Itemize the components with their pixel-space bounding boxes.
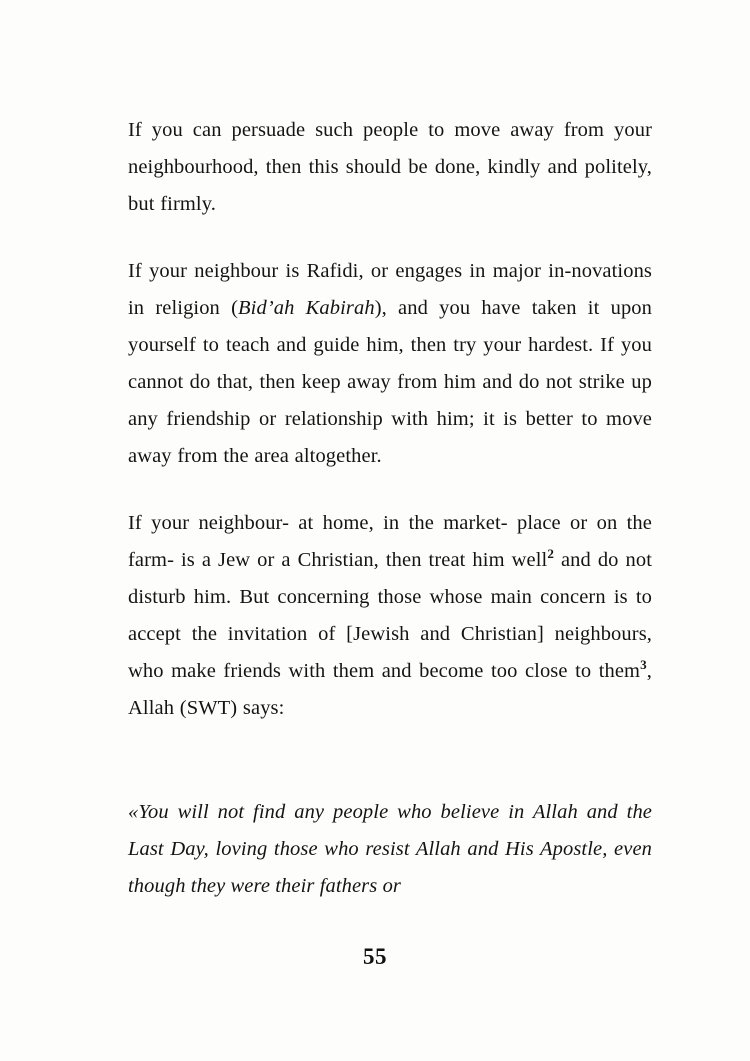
paragraph-rafidi <box>128 253 652 475</box>
page-number: 55 <box>363 944 387 969</box>
footnote-marker-2[interactable]: 2 <box>547 546 554 562</box>
quotation-quran: «You will not find any people who believe in Allah and the Last Day, loving those who resist Allah and His Apostle, even though they were their fathers or <box>128 801 652 897</box>
paragraph-jew-christian <box>128 505 652 727</box>
footnote-marker-3[interactable]: 3 <box>640 657 647 673</box>
quote-spacer <box>128 757 652 794</box>
paragraph-jew-christian-part-1: If your neighbour- at home, in the market- place or on the farm- is a Jew or a Christian, then treat him well <box>128 512 652 571</box>
text-column <box>128 112 652 905</box>
paragraph-rafidi-part-2: ), and you have taken it upon yourself to teach and guide him, then try your hardest. If you cannot do that, then keep away from him and do not strike up any friendship or relationship with him; it is better to move away from the area altogether. <box>128 297 653 467</box>
paragraph-jew-christian-part-3: , Allah (SWT) says: <box>128 660 652 719</box>
term-bidah-kabirah: Bid’ah Kabirah <box>238 297 375 319</box>
paragraph-jew-christian-part-2: and do not disturb him. But concerning those whose main concern is to accept the invitation of [Jewish and Christian] neighbours, who make friends with them and become too close to them <box>128 549 652 682</box>
paragraph-persuade: If you can persuade such people to move away from your neighbourhood, then this should be done, kindly and politely, but firmly. <box>128 119 652 215</box>
paragraph-rafidi-part-1: If your neighbour is Rafidi, or engages in major in-novations in religion ( <box>128 260 652 319</box>
